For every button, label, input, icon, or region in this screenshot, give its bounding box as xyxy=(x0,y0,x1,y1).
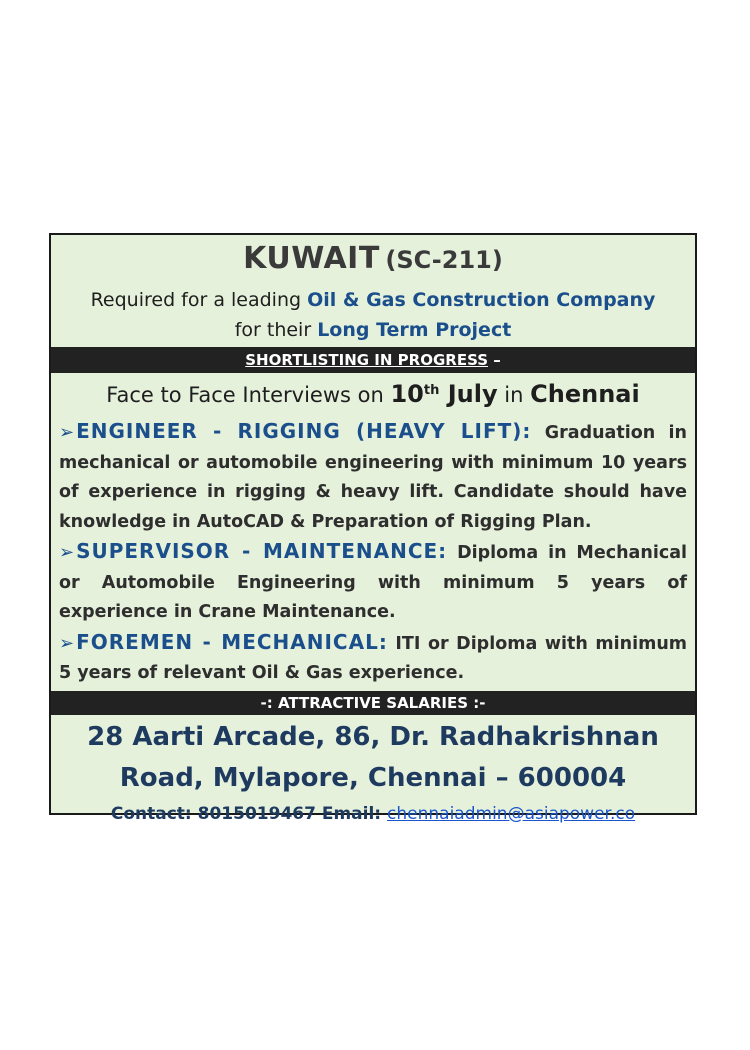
arrow-icon: ➢ xyxy=(59,542,75,563)
job-advertisement xyxy=(49,233,697,824)
job-description: Diploma in Mechanical or Automobile Engineering with minimum 5 years of experience in Crane Maintenance. xyxy=(59,543,687,622)
contact-label: Contact: xyxy=(110,803,198,824)
job-list xyxy=(51,413,695,689)
interview-in: in xyxy=(497,383,531,407)
project-type: Long Term Project xyxy=(317,319,512,341)
title-code: (SC-211) xyxy=(385,246,503,274)
interview-day-suffix: th xyxy=(423,383,440,398)
ad-title xyxy=(51,241,695,285)
shortlisting-banner xyxy=(51,347,695,373)
job-description: Graduation in mechanical or automobile engineering with minimum 10 years of experience in rigging & heavy lift. Candidate should have knowledge in AutoCAD & Preparation of Rigging Plan. xyxy=(59,423,687,532)
interview-text: Face to Face Interviews on xyxy=(106,383,391,407)
arrow-icon: ➢ xyxy=(59,632,75,654)
subtitle-text: Required for a leading xyxy=(90,289,308,311)
address-line-2: Road, Mylapore, Chennai – 600004 xyxy=(119,762,627,793)
title-country: KUWAIT xyxy=(243,241,380,276)
interview-month: July xyxy=(439,380,498,408)
email-label: Email: xyxy=(315,803,388,824)
job-item-supervisor xyxy=(59,537,687,628)
subtitle-line-2 xyxy=(51,315,695,345)
company-type: Oil & Gas Construction Company xyxy=(307,289,656,311)
job-description: ITI or Diploma with minimum 5 years of relevant Oil & Gas experience. xyxy=(59,633,688,683)
interview-line xyxy=(51,373,695,411)
phone-number: 8015019467 xyxy=(197,803,316,824)
arrow-icon: ➢ xyxy=(59,422,75,443)
status-band xyxy=(51,347,695,413)
shortlisting-text: SHORTLISTING IN PROGRESS xyxy=(245,351,489,369)
address-line-1: 28 Aarti Arcade, 86, Dr. Radhakrishnan xyxy=(87,721,659,752)
job-item-foremen xyxy=(59,628,687,689)
contact-line xyxy=(51,799,695,829)
dash: – xyxy=(488,351,501,369)
job-item-engineer xyxy=(59,417,687,537)
job-title: SUPERVISOR - MAINTENANCE: xyxy=(76,539,448,563)
interview-day: 10 xyxy=(390,380,424,408)
job-title: FOREMEN - MECHANICAL: xyxy=(76,629,388,654)
job-title: ENGINEER - RIGGING (HEAVY LIFT): xyxy=(76,419,532,443)
interview-city: Chennai xyxy=(530,380,640,408)
salaries-banner: -: ATTRACTIVE SALARIES :- xyxy=(51,691,695,715)
subtitle-line-1 xyxy=(51,285,695,315)
subtitle-text: for their xyxy=(234,319,318,341)
email-link[interactable]: chennaiadmin@asiapower.co xyxy=(387,803,636,824)
